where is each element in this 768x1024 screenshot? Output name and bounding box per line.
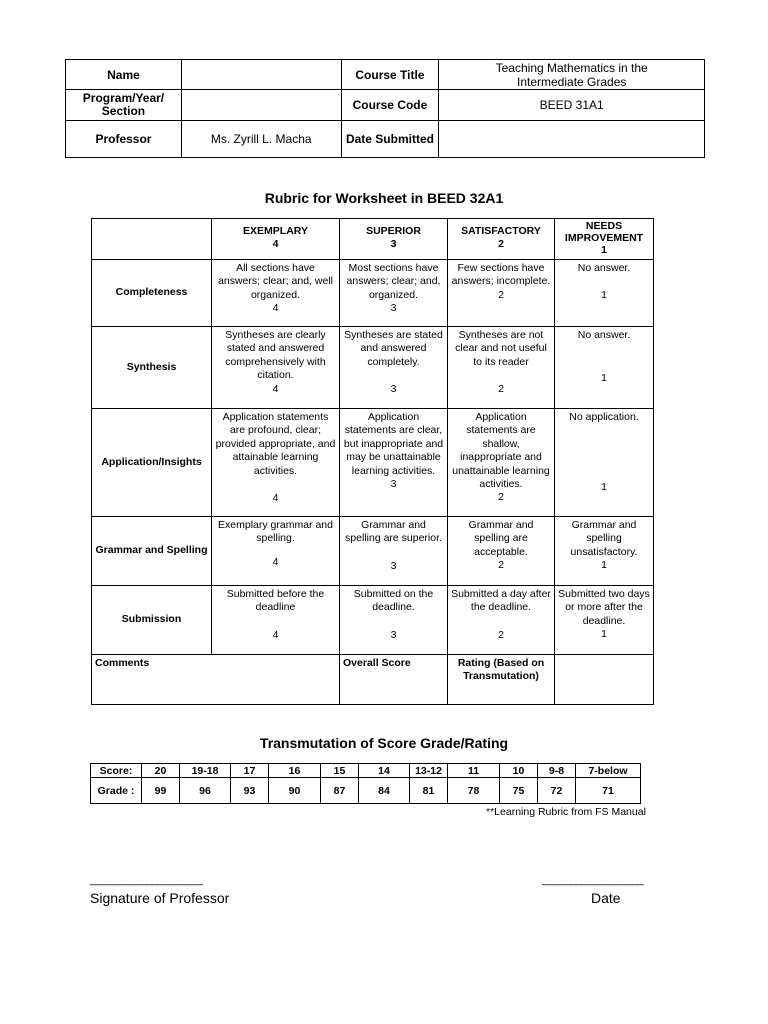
cell-description: Most sections have answers; clear; and, organized.	[346, 262, 441, 301]
criterion-label: Grammar and Spelling	[92, 517, 212, 586]
score-cell: 11	[448, 764, 500, 778]
comments-label: Comments	[95, 657, 150, 669]
rubric-cell	[555, 586, 654, 655]
cell-description: No application.	[569, 411, 639, 423]
rubric-row-application-insights	[92, 409, 654, 517]
cell-score: 2	[498, 559, 504, 572]
score-label: Score:	[91, 764, 142, 778]
score-cell: 9-8	[538, 764, 576, 778]
score-cell: 13-12	[410, 764, 448, 778]
course-code-label: Course Code	[341, 90, 439, 121]
cell-description: Application statements are clear, but inappropriate and may be unattainable learning activities.	[343, 411, 444, 477]
rubric-cell	[212, 260, 340, 327]
rubric-corner-cell	[92, 219, 212, 260]
cell-description: Submitted a day after the deadline.	[451, 588, 551, 614]
cell-description: Syntheses are clearly stated and answered comprehensively with citation.	[225, 329, 326, 382]
cell-description: Submitted before the deadline	[226, 588, 325, 614]
grade-row	[91, 778, 641, 804]
cell-description: Application statements are shallow, inappropriate and unattainable learning activities.	[452, 411, 550, 491]
rubric-table	[91, 218, 654, 705]
rubric-header-row	[92, 219, 654, 260]
column-label: SATISFACTORY	[461, 225, 541, 237]
grade-cell: 72	[538, 778, 576, 804]
rubric-row-submission	[92, 586, 654, 655]
cell-description: Few sections have answers; incomplete.	[451, 262, 551, 288]
rubric-cell	[212, 327, 340, 409]
rubric-cell	[448, 586, 555, 655]
transmutation-title: Transmutation of Score Grade/Rating	[259, 735, 509, 751]
name-field[interactable]	[181, 60, 341, 90]
score-cell: 17	[231, 764, 269, 778]
grade-label: Grade :	[91, 778, 142, 804]
cell-score: 4	[272, 628, 279, 641]
course-title-label: Course Title	[341, 60, 439, 90]
professor-label: Professor	[66, 121, 182, 158]
rating-field	[448, 655, 555, 705]
date-label: Date	[591, 890, 621, 906]
column-score: 3	[390, 238, 397, 251]
cell-score: 4	[272, 302, 279, 315]
header-info-table	[65, 59, 705, 158]
rubric-cell	[448, 517, 555, 586]
grade-cell: 93	[231, 778, 269, 804]
cell-score: 1	[601, 628, 607, 641]
column-label: SUPERIOR	[366, 225, 421, 237]
grade-cell: 78	[448, 778, 500, 804]
cell-description: No answer.	[577, 262, 631, 274]
rubric-cell	[212, 409, 340, 517]
rubric-cell	[555, 260, 654, 327]
score-cell: 19-18	[180, 764, 231, 778]
professor-signature-label: Signature of Professor	[90, 890, 230, 906]
cell-description: All sections have answers; clear; and, well organized.	[218, 262, 333, 301]
cell-description: Grammar and spelling unsatisfactory.	[570, 519, 638, 558]
criterion-label: Synthesis	[92, 327, 212, 409]
cell-score: 1	[601, 372, 607, 385]
cell-description: Syntheses are not clear and not useful to its reader	[455, 329, 547, 368]
score-cell: 7-below	[576, 764, 641, 778]
cell-score: 3	[390, 478, 397, 491]
name-label: Name	[66, 60, 182, 90]
cell-description: No answer.	[577, 329, 631, 341]
cell-score: 1	[601, 481, 607, 494]
criterion-label: Submission	[92, 586, 212, 655]
rubric-cell	[555, 327, 654, 409]
date-submitted-field[interactable]	[439, 121, 705, 158]
cell-score: 1	[601, 559, 607, 572]
overall-score-label: Overall Score	[343, 657, 411, 669]
column-header-superior	[340, 219, 448, 260]
rubric-cell	[340, 517, 448, 586]
rubric-cell	[555, 517, 654, 586]
cell-score: 2	[498, 288, 504, 301]
grade-cell: 81	[410, 778, 448, 804]
column-score: 2	[498, 238, 504, 251]
score-cell: 16	[269, 764, 321, 778]
header-row-program	[66, 90, 705, 121]
cell-score: 4	[272, 382, 279, 395]
professor-signature-line: ____________________	[90, 874, 203, 886]
rating-label: Rating (Based on Transmutation)	[457, 657, 545, 683]
date-line: __________________	[542, 874, 644, 886]
professor-value: Ms. Zyrill L. Macha	[181, 121, 341, 158]
cell-description: Submitted two days or more after the deadline.	[558, 588, 650, 627]
rubric-cell	[448, 409, 555, 517]
grade-cell: 99	[142, 778, 180, 804]
grade-cell: 84	[359, 778, 410, 804]
rubric-cell	[212, 517, 340, 586]
column-score: 4	[272, 238, 279, 251]
cell-description: Syntheses are stated and answered completely.	[344, 329, 443, 368]
rubric-cell	[448, 260, 555, 327]
program-field[interactable]	[181, 90, 341, 121]
grade-cell: 75	[500, 778, 538, 804]
rubric-title: Rubric for Worksheet in BEED 32A1	[264, 190, 504, 206]
cell-score: 2	[498, 383, 504, 396]
cell-description: Application statements are profound, clear; provided appropriate, and attainable learning activities.	[215, 411, 336, 477]
cell-score: 2	[498, 628, 504, 641]
overall-score-field[interactable]	[340, 655, 448, 705]
header-row-name	[66, 60, 705, 90]
cell-score: 2	[498, 491, 504, 504]
cell-score: 4	[272, 492, 279, 505]
rubric-cell	[340, 409, 448, 517]
rubric-row-synthesis	[92, 327, 654, 409]
rubric-cell	[555, 409, 654, 517]
cell-score: 3	[390, 628, 397, 641]
program-label: Program/Year/ Section	[66, 90, 182, 121]
rating-value-field[interactable]	[555, 655, 654, 705]
column-score: 1	[601, 244, 607, 256]
cell-score: 3	[390, 559, 397, 572]
criterion-label: Application/Insights	[92, 409, 212, 517]
grade-cell: 87	[321, 778, 359, 804]
cell-description: Exemplary grammar and spelling.	[218, 519, 333, 545]
rubric-row-grammar-spelling	[92, 517, 654, 586]
cell-description: Submitted on the deadline.	[353, 588, 434, 614]
rubric-cell	[340, 327, 448, 409]
cell-score: 4	[272, 555, 279, 568]
score-cell: 15	[321, 764, 359, 778]
rubric-cell	[448, 327, 555, 409]
column-label: EXEMPLARY	[243, 225, 308, 237]
grade-cell: 90	[269, 778, 321, 804]
score-row	[91, 764, 641, 778]
rubric-cell	[340, 260, 448, 327]
transmutation-table	[90, 763, 641, 804]
rubric-row-completeness	[92, 260, 654, 327]
date-submitted-label: Date Submitted	[341, 121, 439, 158]
score-cell: 10	[500, 764, 538, 778]
grade-cell: 71	[576, 778, 641, 804]
rubric-cell	[340, 586, 448, 655]
criterion-label: Completeness	[92, 260, 212, 327]
cell-description: Grammar and spelling are superior.	[345, 519, 442, 545]
column-label: NEEDS IMPROVEMENT	[564, 220, 644, 244]
course-title-value: Teaching Mathematics in the Intermediate Grades	[439, 60, 705, 90]
cell-score: 3	[390, 383, 397, 396]
cell-description: Grammar and spelling are acceptable.	[468, 519, 534, 558]
grade-cell: 96	[180, 778, 231, 804]
score-cell: 14	[359, 764, 410, 778]
cell-score: 3	[390, 302, 397, 315]
comments-field[interactable]	[92, 655, 340, 705]
course-code-value: BEED 31A1	[439, 90, 705, 121]
rubric-footer-row	[92, 655, 654, 705]
header-row-professor	[66, 121, 705, 158]
source-note: **Learning Rubric from FS Manual	[486, 806, 646, 818]
column-header-satisfactory	[448, 219, 555, 260]
column-header-needs-improvement	[555, 219, 654, 260]
score-cell: 20	[142, 764, 180, 778]
rubric-cell	[212, 586, 340, 655]
column-header-exemplary	[212, 219, 340, 260]
cell-score: 1	[601, 289, 607, 302]
